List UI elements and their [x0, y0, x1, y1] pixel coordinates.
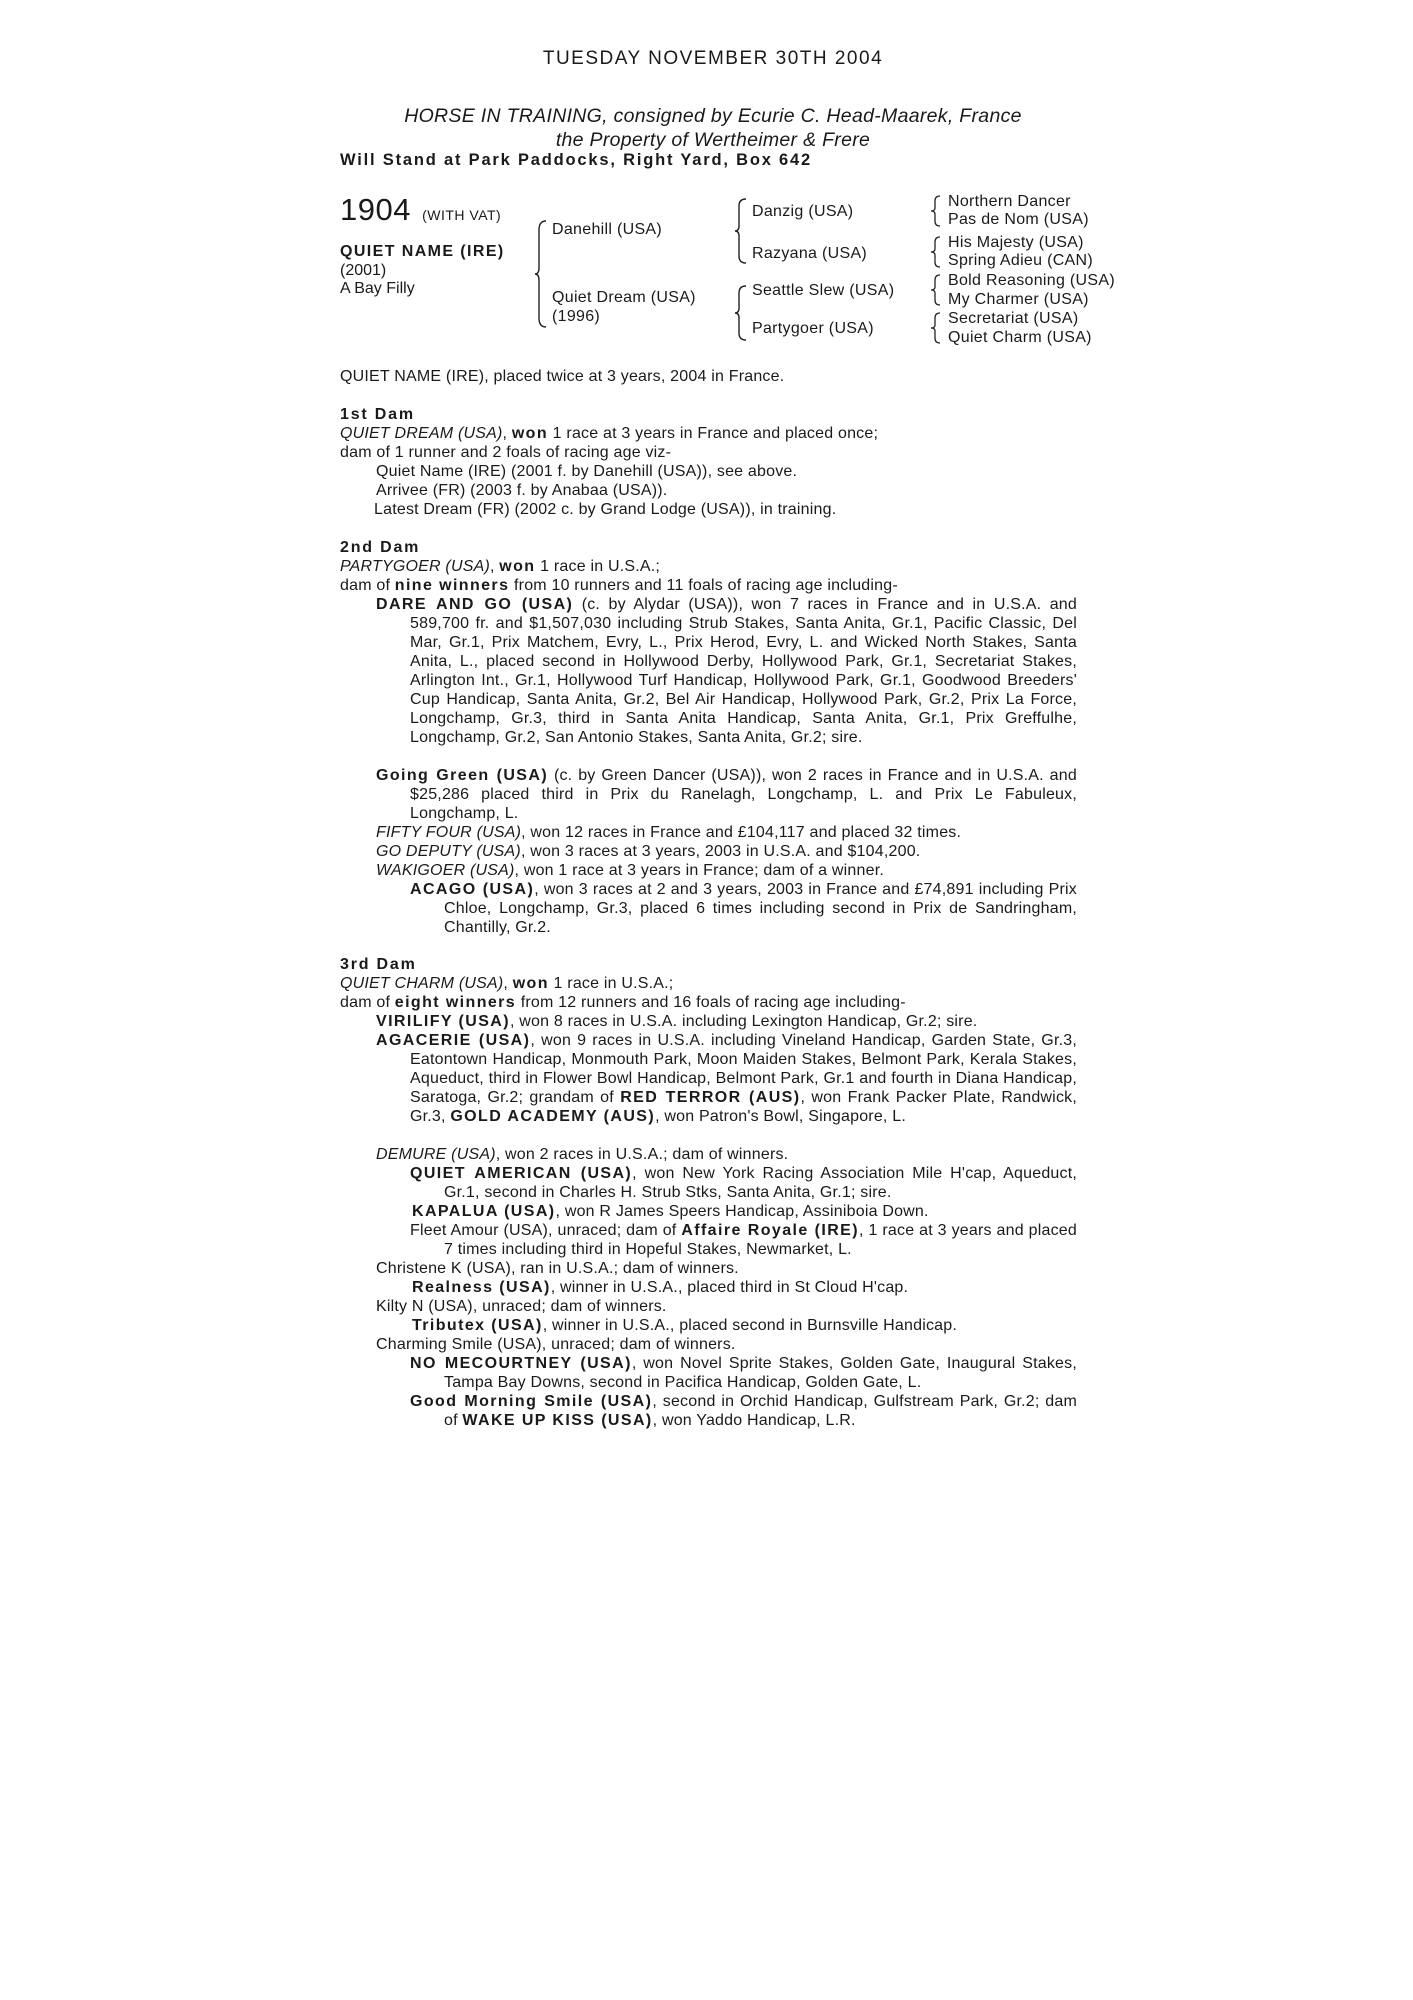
- first-dam-record: 1 race at 3 years in France and placed once;: [548, 425, 879, 442]
- wake-up-kiss-record: , won Yaddo Handicap, L.R.: [652, 1412, 856, 1429]
- first-dam-foal-2: Arrivee (FR) (2003 f. by Anabaa (USA)).: [376, 482, 668, 499]
- produce-entry-no-mecourtney: [410, 1354, 1077, 1392]
- second-dam-produce-line: [340, 576, 898, 595]
- first-dam-name: QUIET DREAM (USA): [340, 425, 503, 442]
- lot-number-value: 1904: [340, 192, 411, 227]
- red-terror-record: , won Frank Packer Plate, Randwick, Gr.3,: [410, 1089, 1077, 1125]
- realness-record: , winner in U.S.A., placed third in St Cloud H'cap.: [550, 1279, 909, 1296]
- produce-entry-quiet-american: [410, 1164, 1077, 1202]
- second-dam-heading: 2nd Dam: [340, 539, 421, 556]
- pedigree-gen3-8: Quiet Charm (USA): [948, 329, 1092, 346]
- agacerie-name: AGACERIE (USA): [376, 1032, 531, 1049]
- produce-entry-fifty-four: [376, 823, 961, 842]
- realness-name: Realness (USA): [412, 1279, 551, 1296]
- pedigree-bracket-2b: [734, 283, 748, 343]
- third-dam-heading: 3rd Dam: [340, 956, 417, 973]
- sale-date: TUESDAY NOVEMBER 30TH 2004: [542, 48, 884, 69]
- agacerie-record: , won 9 races in U.S.A. including Vineland Handicap, Garden State, Gr.3, Eatontown Handicap, Monmouth Park, Moon Maiden Stakes, Belmont Park, Kerala Stakes, Aqueduct, third in Flower Bowl Handicap, Belmont Park, Gr.1 and fourth in Diana Handicap, Saratoga, Gr.2; grandam of: [410, 1032, 1077, 1106]
- virilify-name: VIRILIFY (USA): [376, 1013, 510, 1030]
- third-dam-name: QUIET CHARM (USA): [340, 975, 504, 992]
- wake-up-kiss-name: WAKE UP KISS (USA): [462, 1412, 653, 1429]
- wakigoer-record: , won 1 race at 3 years in France; dam of a winner.: [514, 862, 885, 879]
- pedigree-bracket-3d: [930, 311, 942, 345]
- property-line: the Property of Wertheimer & Frere: [555, 129, 871, 151]
- produce-entry-kilty-n: Kilty N (USA), unraced; dam of winners.: [376, 1298, 667, 1315]
- pedigree-gen3-1: Northern Dancer: [948, 193, 1071, 210]
- tributex-record: , winner in U.S.A., placed second in Burnsville Handicap.: [542, 1317, 957, 1334]
- horse-name: QUIET NAME (IRE): [340, 243, 505, 260]
- dam-of-rest: from 10 runners and 11 foals of racing age including-: [509, 577, 898, 594]
- dam-of-rest: from 12 runners and 16 foals of racing age including-: [516, 994, 906, 1011]
- pedigree-gen3-5: Bold Reasoning (USA): [948, 272, 1115, 289]
- first-dam-foal-1: Quiet Name (IRE) (2001 f. by Danehill (USA)), see above.: [376, 463, 798, 480]
- gold-academy-record: , won Patron's Bowl, Singapore, L.: [655, 1108, 906, 1125]
- first-dam-line: QUIET DREAM (USA), won 1 race at 3 years in France and placed once;: [340, 425, 879, 442]
- virilify-record: , won 8 races in U.S.A. including Lexington Handicap, Gr.2; sire.: [509, 1013, 978, 1030]
- no-mecourtney-record: , won Novel Sprite Stakes, Golden Gate, Inaugural Stakes, Tampa Bay Downs, second in Pacifica Handicap, Golden Gate, L.: [444, 1355, 1077, 1391]
- consignment-block: [340, 104, 1086, 152]
- dam-of-prefix: dam of: [340, 577, 395, 594]
- pedigree-dam-year: (1996): [552, 308, 601, 325]
- fleet-amour-text: Fleet Amour (USA), unraced; dam of: [410, 1222, 682, 1239]
- third-dam-line: QUIET CHARM (USA), won 1 race in U.S.A.;: [340, 975, 674, 992]
- tributex-name: Tributex (USA): [412, 1317, 543, 1334]
- third-dam-produce-line: [340, 993, 906, 1012]
- produce-entry-charming-smile: Charming Smile (USA), unraced; dam of winners.: [376, 1336, 736, 1353]
- demure-record: , won 2 races in U.S.A.; dam of winners.: [495, 1146, 789, 1163]
- kapalua-record: , won R James Speers Handicap, Assiniboia Down.: [555, 1203, 929, 1220]
- produce-entry-acago: [410, 880, 1077, 937]
- produce-entry-going-green: [376, 766, 1077, 823]
- produce-entry-fleet-amour: [410, 1221, 1077, 1259]
- won-word: won: [512, 975, 549, 992]
- produce-entry-wakigoer: [376, 861, 884, 880]
- produce-entry-dare-and-go: [376, 595, 1077, 747]
- produce-entry-agacerie: [376, 1031, 1077, 1126]
- pedigree-bracket-3a: [930, 194, 942, 228]
- pedigree-gen3-3: His Majesty (USA): [948, 234, 1084, 251]
- pedigree-gen3-7: Secretariat (USA): [948, 310, 1079, 327]
- third-dam-record: 1 race in U.S.A.;: [548, 975, 674, 992]
- going-green-name: Going Green (USA): [376, 767, 549, 784]
- vat-note: (WITH VAT): [422, 207, 502, 223]
- quiet-american-name: QUIET AMERICAN (USA): [410, 1165, 633, 1182]
- won-word: won: [511, 425, 549, 442]
- second-dam-line: PARTYGOER (USA), won 1 race in U.S.A.;: [340, 558, 661, 575]
- pedigree-bracket-1: [534, 218, 548, 330]
- produce-entry-virilify: [376, 1012, 977, 1031]
- produce-entry-tributex: [412, 1316, 957, 1335]
- affaire-royale-record: , 1 race at 3 years and placed 7 times including third in Hopeful Stakes, Newmarket, L.: [444, 1222, 1077, 1258]
- go-deputy-record: , won 3 races at 3 years, 2003 in U.S.A. and $104,200.: [520, 843, 921, 860]
- wakigoer-name: WAKIGOER (USA): [376, 862, 515, 879]
- pedigree-dam: Quiet Dream (USA): [552, 289, 696, 306]
- produce-entry-kapalua: [412, 1202, 929, 1221]
- going-green-record: (c. by Green Dancer (USA)), won 2 races in France and in U.S.A. and $25,286 placed third in Prix du Ranelagh, Longchamp, L. and Prix Le Fabuleux, Longchamp, L.: [410, 767, 1077, 822]
- red-terror-name: RED TERROR (AUS): [620, 1089, 801, 1106]
- stand-location: Will Stand at Park Paddocks, Right Yard, Box 642: [340, 151, 812, 169]
- demure-name: DEMURE (USA): [376, 1146, 496, 1163]
- acago-record: , won 3 races at 2 and 3 years, 2003 in France and £74,891 including Prix Chloe, Longchamp, Gr.3, placed 6 times including second in Prix de Sandringham, Chantilly, Gr.2.: [444, 881, 1077, 936]
- horse-year: (2001): [340, 262, 387, 279]
- produce-entry-go-deputy: [376, 842, 920, 861]
- pedigree-bracket-3b: [930, 235, 942, 269]
- affaire-royale-name: Affaire Royale (IRE): [681, 1222, 859, 1239]
- second-dam-record: 1 race in U.S.A.;: [535, 558, 661, 575]
- fifty-four-name: FIFTY FOUR (USA): [376, 824, 522, 841]
- winners-count: eight winners: [394, 994, 517, 1011]
- fifty-four-record: , won 12 races in France and £104,117 and placed 32 times.: [521, 824, 962, 841]
- consignor-line: HORSE IN TRAINING, consigned by Ecurie C. Head-Maarek, France: [404, 105, 1022, 127]
- pedigree-bracket-3c: [930, 273, 942, 307]
- first-dam-foal-3: Latest Dream (FR) (2002 c. by Grand Lodge (USA)), in training.: [374, 501, 837, 518]
- pedigree-sire-sire: Danzig (USA): [752, 203, 854, 220]
- pedigree-gen3-2: Pas de Nom (USA): [948, 211, 1089, 228]
- pedigree-dam-sire: Seattle Slew (USA): [752, 282, 895, 299]
- race-summary: QUIET NAME (IRE), placed twice at 3 years, 2004 in France.: [340, 368, 785, 385]
- winners-count: nine winners: [394, 577, 510, 594]
- dare-and-go-name: DARE AND GO (USA): [376, 596, 574, 613]
- pedigree-sire: Danehill (USA): [552, 221, 663, 238]
- pedigree-bracket-2a: [734, 196, 748, 266]
- no-mecourtney-name: NO MECOURTNEY (USA): [410, 1355, 632, 1372]
- good-morning-smile-name: Good Morning Smile (USA): [410, 1393, 653, 1410]
- good-morning-smile-record: , second in Orchid Handicap, Gulfstream Park, Gr.2; dam of: [444, 1393, 1078, 1429]
- dam-of-prefix: dam of: [340, 994, 395, 1011]
- kapalua-name: KAPALUA (USA): [412, 1203, 556, 1220]
- first-dam-produce-line: dam of 1 runner and 2 foals of racing age viz-: [340, 444, 672, 461]
- won-word: won: [499, 558, 536, 575]
- lot-number: [340, 192, 501, 228]
- gold-academy-name: GOLD ACADEMY (AUS): [450, 1108, 656, 1125]
- pedigree-sire-dam: Razyana (USA): [752, 245, 868, 262]
- produce-entry-good-morning-smile: [410, 1392, 1077, 1430]
- produce-entry-realness: [412, 1278, 908, 1297]
- pedigree-gen3-4: Spring Adieu (CAN): [948, 252, 1094, 269]
- horse-description: A Bay Filly: [340, 280, 415, 297]
- produce-entry-demure: [376, 1145, 788, 1164]
- produce-entry-christene-k: Christene K (USA), ran in U.S.A.; dam of winners.: [376, 1260, 739, 1277]
- second-dam-name: PARTYGOER (USA): [340, 558, 490, 575]
- first-dam-heading: 1st Dam: [340, 406, 415, 423]
- go-deputy-name: GO DEPUTY (USA): [376, 843, 521, 860]
- acago-name: ACAGO (USA): [410, 881, 535, 898]
- pedigree-gen3-6: My Charmer (USA): [948, 291, 1089, 308]
- dare-and-go-record: (c. by Alydar (USA)), won 7 races in France and in U.S.A. and 589,700 fr. and $1,507,030 including Strub Stakes, Santa Anita, Gr.1, Pacific Classic, Del Mar, Gr.1, Prix Matchem, Evry, L., Prix Herod, Evry, L. and Wicked North Stakes, Santa Anita, L., placed second in Hollywood Derby, Hollywood Park, Gr.1, Secretariat Stakes, Arlington Int., Gr.1, Hollywood Turf Handicap, Hollywood Park, Gr.1, Goodwood Breeders' Cup Handicap, Santa Anita, Gr.2, Bel Air Handicap, Hollywood Park, Gr.2, Prix La Force, Longchamp, Gr.3, third in Santa Anita Handicap, Santa Anita, Gr.1, Prix Greffulhe, Longchamp, Gr.2, San Antonio Stakes, Santa Anita, Gr.2; sire.: [410, 596, 1077, 746]
- pedigree-dam-dam: Partygoer (USA): [752, 320, 874, 337]
- quiet-american-record: , won New York Racing Association Mile H'cap, Aqueduct, Gr.1, second in Charles H. Strub Stks, Santa Anita, Gr.1; sire.: [444, 1165, 1078, 1201]
